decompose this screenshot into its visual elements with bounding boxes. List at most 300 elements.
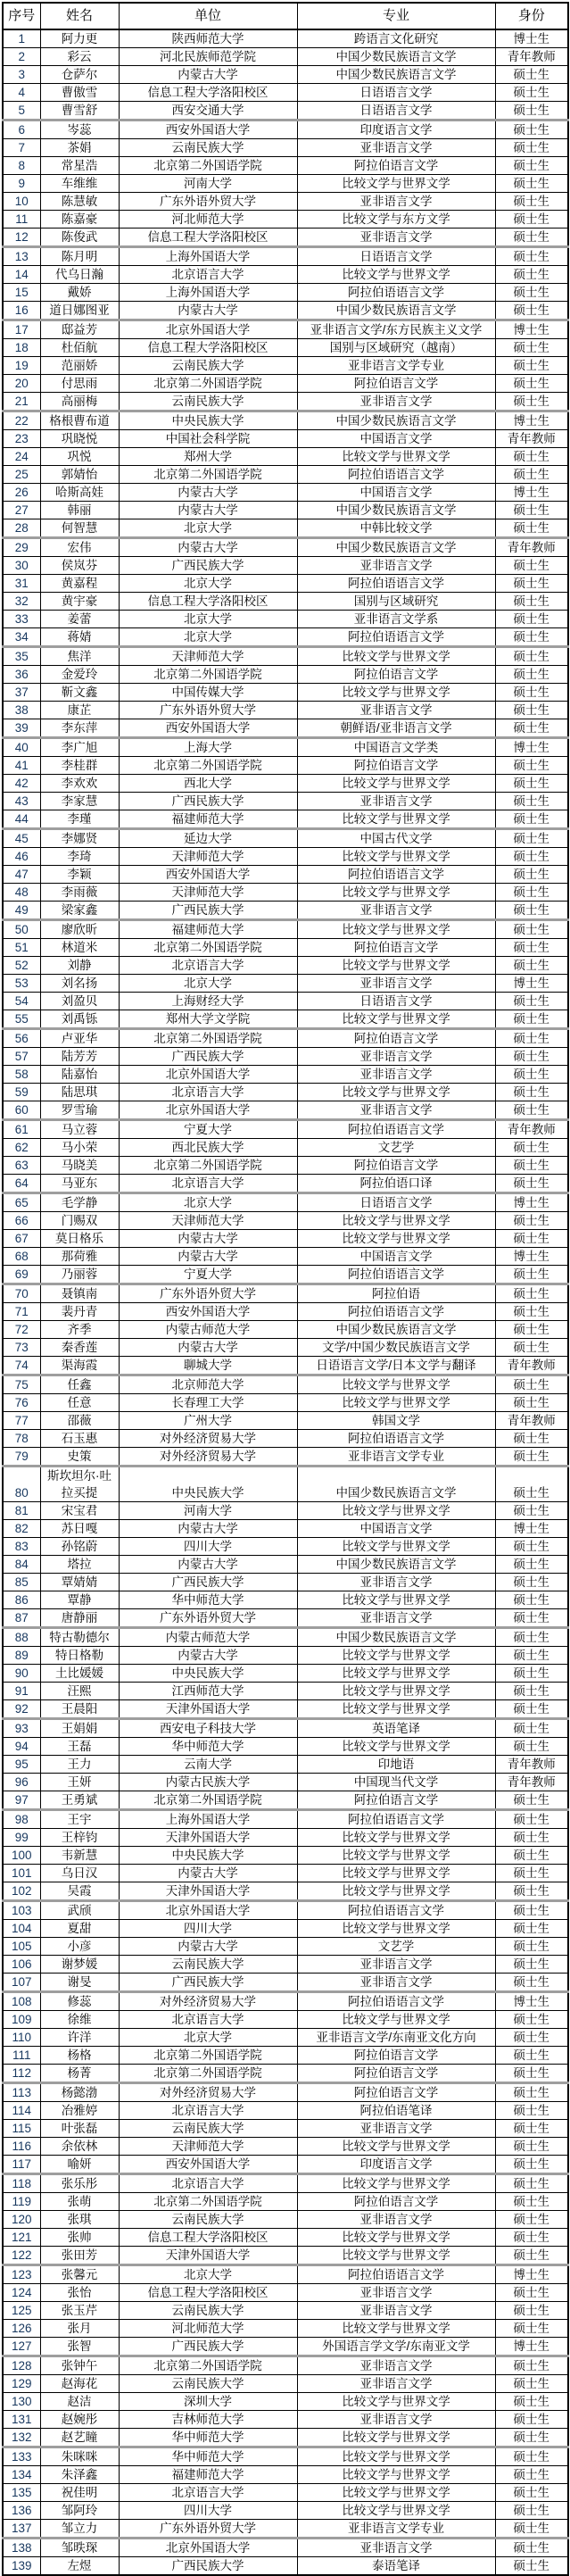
identity-cell: 硕士生	[495, 757, 568, 775]
unit-cell: 北京大学	[119, 628, 297, 647]
table-row	[3, 2047, 568, 2065]
name-cell: 朱泽鑫	[40, 2466, 119, 2484]
major-cell: 亚非语言文学	[297, 702, 495, 719]
identity-cell: 硕士生	[495, 466, 568, 484]
unit-cell: 中央民族大学	[119, 1847, 297, 1865]
table-row	[3, 1339, 568, 1357]
row-number-cell: 58	[3, 1066, 40, 1084]
row-number-cell: 67	[3, 1230, 40, 1248]
row-number-cell: 111	[3, 2047, 40, 2065]
table-row	[3, 247, 568, 266]
table-row	[3, 1394, 568, 1412]
name-cell: 张智	[40, 2338, 119, 2356]
row-number-cell: 72	[3, 1321, 40, 1339]
name-cell: 李雨薇	[40, 884, 119, 902]
row-number-cell: 5	[3, 102, 40, 120]
identity-cell: 硕士生	[495, 1467, 568, 1502]
row-number-cell: 50	[3, 920, 40, 939]
unit-cell: 深圳大学	[119, 2393, 297, 2411]
major-cell: 亚非语言文学	[297, 2375, 495, 2393]
identity-cell: 硕士生	[495, 1609, 568, 1628]
unit-cell: 广西民族大学	[119, 557, 297, 575]
table-row	[3, 411, 568, 430]
table-row	[3, 1084, 568, 1101]
name-cell: 李家慧	[40, 793, 119, 810]
name-cell: 覃静	[40, 1591, 119, 1609]
table-row	[3, 1956, 568, 1974]
unit-cell: 宁夏大学	[119, 1266, 297, 1284]
name-cell: 邵薇	[40, 1412, 119, 1430]
name-cell: 武颀	[40, 1901, 119, 1920]
row-number-cell: 49	[3, 902, 40, 920]
major-cell: 中国少数民族语言文学	[297, 1556, 495, 1574]
table-row	[3, 1974, 568, 1992]
major-cell: 比较文学与世界文学	[297, 1847, 495, 1865]
table-row	[3, 1266, 568, 1284]
identity-cell: 硕士生	[495, 1591, 568, 1609]
identity-cell: 硕士生	[495, 2011, 568, 2029]
name-cell: 张月	[40, 2320, 119, 2338]
table-row	[3, 66, 568, 84]
name-cell: 刘盈贝	[40, 993, 119, 1010]
table-row	[3, 48, 568, 66]
name-cell: 邹阿玲	[40, 2502, 119, 2520]
row-number-cell: 76	[3, 1394, 40, 1412]
table-row	[3, 1538, 568, 1556]
identity-cell: 硕士生	[495, 939, 568, 957]
identity-cell: 硕士生	[495, 1938, 568, 1956]
table-row	[3, 1048, 568, 1066]
row-number-cell: 18	[3, 339, 40, 357]
row-number-cell: 126	[3, 2320, 40, 2338]
identity-cell: 硕士生	[495, 2447, 568, 2466]
identity-cell: 硕士生	[495, 247, 568, 266]
unit-cell: 北京第二外国语学院	[119, 2356, 297, 2375]
unit-cell: 陕西师范大学	[119, 29, 297, 48]
unit-cell: 天津师范大学	[119, 2138, 297, 2156]
table-row	[3, 357, 568, 375]
table-row	[3, 2484, 568, 2502]
name-cell: 王晨阳	[40, 1700, 119, 1719]
row-number-cell: 26	[3, 484, 40, 502]
major-cell: 比较文学与世界文学	[297, 775, 495, 793]
name-cell: 康芷	[40, 702, 119, 719]
identity-cell: 硕士生	[495, 1920, 568, 1938]
major-cell: 比较文学与世界文学	[297, 1738, 495, 1756]
name-cell: 特古勒德尔	[40, 1628, 119, 1647]
name-cell: 张怡	[40, 2284, 119, 2302]
major-cell: 阿拉伯语语言文学	[297, 284, 495, 302]
major-cell: 阿拉伯语言文学	[297, 757, 495, 775]
row-number-cell: 113	[3, 2083, 40, 2102]
major-cell: 亚非语言文学专业	[297, 357, 495, 375]
identity-cell: 硕士生	[495, 157, 568, 175]
major-cell: 亚非语言文学	[297, 1974, 495, 1992]
row-number-cell: 74	[3, 1357, 40, 1375]
name-cell: 王梓钧	[40, 1829, 119, 1847]
name-cell: 乌日汉	[40, 1865, 119, 1882]
identity-cell: 硕士生	[495, 2029, 568, 2047]
identity-cell: 硕士生	[495, 1683, 568, 1700]
row-number-cell: 107	[3, 1974, 40, 1992]
table-row	[3, 1865, 568, 1882]
major-cell: 比较文学与世界文学	[297, 810, 495, 829]
unit-cell: 北京第二外国语学院	[119, 939, 297, 957]
unit-cell: 内蒙古大学	[119, 484, 297, 502]
major-cell: 韩国文学	[297, 1412, 495, 1430]
unit-cell: 广西民族大学	[119, 1974, 297, 1992]
unit-cell: 北京第二外国语学院	[119, 2193, 297, 2211]
unit-cell: 北京外国语大学	[119, 320, 297, 339]
unit-cell: 内蒙古大学	[119, 502, 297, 519]
unit-cell: 吉林师范大学	[119, 2411, 297, 2429]
unit-cell: 广西民族大学	[119, 2338, 297, 2356]
major-cell: 亚非语言文学	[297, 2356, 495, 2375]
unit-cell: 对外经济贸易大学	[119, 1448, 297, 1467]
row-number-cell: 62	[3, 1139, 40, 1157]
identity-cell: 硕士生	[495, 229, 568, 247]
identity-cell: 硕士生	[495, 1430, 568, 1448]
row-number-cell: 93	[3, 1719, 40, 1738]
identity-cell: 硕士生	[495, 1266, 568, 1284]
major-cell: 中国少数民族语言文学	[297, 1467, 495, 1502]
major-cell: 比较文学与世界文学	[297, 2138, 495, 2156]
row-number-cell: 120	[3, 2211, 40, 2229]
table-row	[3, 557, 568, 575]
row-number-cell: 39	[3, 719, 40, 738]
identity-cell: 硕士生	[495, 848, 568, 866]
major-cell: 亚非语言文学	[297, 1956, 495, 1974]
name-cell: 李东萍	[40, 719, 119, 738]
major-cell: 阿拉伯语语言文学	[297, 466, 495, 484]
row-number-cell: 36	[3, 666, 40, 684]
row-number-cell: 10	[3, 193, 40, 211]
identity-cell: 硕士生	[495, 1303, 568, 1321]
row-number-cell: 73	[3, 1339, 40, 1357]
row-number-cell: 40	[3, 738, 40, 757]
row-number-cell: 131	[3, 2411, 40, 2429]
table-row	[3, 884, 568, 902]
major-cell: 跨语言文化研究	[297, 29, 495, 48]
unit-cell: 河北师范大学	[119, 211, 297, 229]
major-cell: 阿拉伯语语言文学	[297, 1901, 495, 1920]
name-cell: 王宇	[40, 1810, 119, 1829]
row-number-cell: 114	[3, 2102, 40, 2120]
unit-cell: 北京语言大学	[119, 957, 297, 975]
unit-cell: 北京语言大学	[119, 266, 297, 284]
row-number-cell: 84	[3, 1556, 40, 1574]
table-row	[3, 229, 568, 247]
unit-cell: 信息工程大学洛阳校区	[119, 84, 297, 102]
major-cell: 比较文学与世界文学	[297, 1591, 495, 1609]
identity-cell: 硕士生	[495, 1339, 568, 1357]
identity-cell: 博士生	[495, 2338, 568, 2356]
name-cell: 史策	[40, 1448, 119, 1467]
major-cell: 比较文学与世界文学	[297, 266, 495, 284]
unit-cell: 内蒙古大学	[119, 1339, 297, 1357]
identity-cell: 硕士生	[495, 2466, 568, 2484]
major-cell: 阿拉伯语言文学	[297, 157, 495, 175]
unit-cell: 聊城大学	[119, 1357, 297, 1375]
name-cell: 张帅	[40, 2229, 119, 2247]
unit-cell: 云南民族大学	[119, 139, 297, 157]
identity-cell: 博士生	[495, 975, 568, 993]
unit-cell: 对外经济贸易大学	[119, 1992, 297, 2011]
unit-cell: 内蒙古大学	[119, 66, 297, 84]
table-row	[3, 2393, 568, 2411]
major-cell: 阿拉伯语语言文学	[297, 1266, 495, 1284]
table-row	[3, 1010, 568, 1029]
identity-cell: 硕士生	[495, 1230, 568, 1248]
row-number-cell: 42	[3, 775, 40, 793]
unit-cell: 云南民族大学	[119, 393, 297, 411]
table-row	[3, 2102, 568, 2120]
major-cell: 亚非语言文学	[297, 393, 495, 411]
unit-cell: 内蒙古民族大学	[119, 1774, 297, 1791]
major-cell: 阿拉伯语语言文学	[297, 1430, 495, 1448]
unit-cell: 天津外国语大学	[119, 2247, 297, 2265]
identity-cell: 硕士生	[495, 1974, 568, 1992]
row-number-cell: 20	[3, 375, 40, 393]
unit-cell: 北京语言大学	[119, 2011, 297, 2029]
row-number-cell: 56	[3, 1029, 40, 1048]
major-cell: 亚非语言文学/东南亚文化方向	[297, 2029, 495, 2047]
name-cell: 道日娜图亚	[40, 302, 119, 320]
name-cell: 冶雅婷	[40, 2102, 119, 2120]
row-number-cell: 33	[3, 611, 40, 628]
identity-cell: 硕士生	[495, 1956, 568, 1974]
identity-cell: 硕士生	[495, 1901, 568, 1920]
identity-cell: 博士生	[495, 411, 568, 430]
unit-cell: 西北大学	[119, 775, 297, 793]
identity-cell: 硕士生	[495, 2138, 568, 2156]
table-row	[3, 1248, 568, 1266]
identity-cell: 硕士生	[495, 1284, 568, 1303]
table-row	[3, 102, 568, 120]
table-row	[3, 575, 568, 593]
unit-cell: 云南民族大学	[119, 2375, 297, 2393]
major-cell: 比较文学与世界文学	[297, 920, 495, 939]
row-number-cell: 86	[3, 1591, 40, 1609]
identity-cell: 硕士生	[495, 2156, 568, 2174]
row-number-cell: 15	[3, 284, 40, 302]
name-cell: 李娜贤	[40, 829, 119, 848]
unit-cell: 广东外语外贸大学	[119, 2520, 297, 2539]
name-cell: 马晓美	[40, 1157, 119, 1175]
name-cell: 刘名扬	[40, 975, 119, 993]
name-cell: 塔拉	[40, 1556, 119, 1574]
major-cell: 阿拉伯语语言文学	[297, 628, 495, 647]
table-row	[3, 2302, 568, 2320]
unit-cell: 内蒙古师范大学	[119, 1628, 297, 1647]
table-row	[3, 2265, 568, 2284]
major-cell: 日语语言文学	[297, 993, 495, 1010]
major-cell: 比较文学与世界文学	[297, 1230, 495, 1248]
name-cell: 秦香莲	[40, 1339, 119, 1357]
name-cell: 邹昳琛	[40, 2539, 119, 2557]
row-number-cell: 115	[3, 2120, 40, 2138]
identity-cell: 博士生	[495, 1248, 568, 1266]
row-number-cell: 102	[3, 1882, 40, 1901]
name-cell: 赵婉彤	[40, 2411, 119, 2429]
name-cell: 高丽梅	[40, 393, 119, 411]
unit-cell: 广东外语外贸大学	[119, 1609, 297, 1628]
table-row	[3, 738, 568, 757]
row-number-cell: 16	[3, 302, 40, 320]
major-cell: 阿拉伯语语言文学	[297, 1992, 495, 2011]
major-cell: 中国语言文学	[297, 1248, 495, 1266]
major-cell: 印地语	[297, 1756, 495, 1774]
identity-cell: 硕士生	[495, 920, 568, 939]
name-cell: 莫日格乐	[40, 1230, 119, 1248]
table-row	[3, 157, 568, 175]
major-cell: 日语语言文学	[297, 247, 495, 266]
row-number-cell: 13	[3, 247, 40, 266]
major-cell: 比较文学与世界文学	[297, 175, 495, 193]
row-number-cell: 132	[3, 2429, 40, 2447]
row-number-cell: 1	[3, 29, 40, 48]
row-number-cell: 134	[3, 2466, 40, 2484]
identity-cell: 硕士生	[495, 557, 568, 575]
identity-cell: 硕士生	[495, 1502, 568, 1520]
major-cell: 中国语言文学类	[297, 738, 495, 757]
row-number-cell: 41	[3, 757, 40, 775]
unit-cell: 北京第二外国语学院	[119, 466, 297, 484]
name-cell: 马小荣	[40, 1139, 119, 1157]
row-number-cell: 37	[3, 684, 40, 702]
identity-cell: 硕士生	[495, 2120, 568, 2138]
row-number-cell: 7	[3, 139, 40, 157]
identity-cell: 青年教师	[495, 430, 568, 448]
table-row	[3, 2502, 568, 2520]
table-row	[3, 1175, 568, 1193]
unit-cell: 上海财经大学	[119, 993, 297, 1010]
name-cell: 罗雪瑜	[40, 1101, 119, 1120]
table-row	[3, 920, 568, 939]
row-number-cell: 53	[3, 975, 40, 993]
table-row	[3, 810, 568, 829]
major-cell: 亚非语言文学	[297, 2302, 495, 2320]
row-number-cell: 97	[3, 1791, 40, 1810]
major-cell: 日语语言文学	[297, 102, 495, 120]
row-number-cell: 108	[3, 1992, 40, 2011]
table-row	[3, 1665, 568, 1683]
unit-cell: 天津外国语大学	[119, 1882, 297, 1901]
identity-cell: 硕士生	[495, 448, 568, 466]
table-row	[3, 466, 568, 484]
table-row	[3, 2029, 568, 2047]
identity-cell: 博士生	[495, 1992, 568, 2011]
name-cell: 岑蕊	[40, 120, 119, 139]
identity-cell: 硕士生	[495, 1139, 568, 1157]
unit-cell: 内蒙古大学	[119, 538, 297, 557]
major-cell: 阿拉伯语言文学	[297, 2193, 495, 2211]
major-cell: 亚非语言文学	[297, 1066, 495, 1084]
unit-cell: 华中师范大学	[119, 1738, 297, 1756]
major-cell: 比较文学与世界文学	[297, 1920, 495, 1938]
table-row	[3, 502, 568, 519]
name-cell: 王娟娟	[40, 1719, 119, 1738]
identity-cell: 硕士生	[495, 84, 568, 102]
identity-cell: 硕士生	[495, 1810, 568, 1829]
major-cell: 日语语言文学/日本文学与翻译	[297, 1357, 495, 1375]
name-cell: 邸益芳	[40, 320, 119, 339]
major-cell: 比较文学与世界文学	[297, 2320, 495, 2338]
name-cell: 王磊	[40, 1738, 119, 1756]
name-cell: 杜佰航	[40, 339, 119, 357]
unit-cell: 广西民族大学	[119, 1048, 297, 1066]
unit-cell: 河南大学	[119, 175, 297, 193]
identity-cell: 硕士生	[495, 2375, 568, 2393]
table-row	[3, 593, 568, 611]
name-cell: 徐维	[40, 2011, 119, 2029]
row-number-cell: 80	[3, 1467, 40, 1502]
unit-cell: 北京大学	[119, 975, 297, 993]
name-cell: 吴霞	[40, 1882, 119, 1901]
row-number-cell: 78	[3, 1430, 40, 1448]
table-row	[3, 2375, 568, 2393]
identity-cell: 硕士生	[495, 810, 568, 829]
unit-cell: 华中师范大学	[119, 2429, 297, 2447]
table-row	[3, 2539, 568, 2557]
name-cell: 余依林	[40, 2138, 119, 2156]
name-cell: 土比媛媛	[40, 1665, 119, 1683]
major-cell: 亚非语言文学	[297, 229, 495, 247]
table-row	[3, 1430, 568, 1448]
major-cell: 比较文学与东方文学	[297, 211, 495, 229]
row-number-cell: 48	[3, 884, 40, 902]
unit-cell: 内蒙古大学	[119, 302, 297, 320]
table-row	[3, 430, 568, 448]
table-row	[3, 1628, 568, 1647]
identity-cell: 博士生	[495, 1193, 568, 1212]
major-cell: 比较文学与世界文学	[297, 2447, 495, 2466]
major-cell: 文学/中国少数民族语言文学	[297, 1339, 495, 1357]
row-number-cell: 95	[3, 1756, 40, 1774]
major-cell: 亚非语言文学	[297, 1101, 495, 1120]
major-cell: 中国少数民族语言文学	[297, 1321, 495, 1339]
row-number-cell: 30	[3, 557, 40, 575]
row-number-cell: 6	[3, 120, 40, 139]
unit-cell: 广东外语外贸大学	[119, 193, 297, 211]
identity-cell: 硕士生	[495, 266, 568, 284]
unit-cell: 中央民族大学	[119, 411, 297, 430]
table-row	[3, 120, 568, 139]
row-number-cell: 138	[3, 2539, 40, 2557]
major-cell: 亚非语言文学	[297, 2211, 495, 2229]
row-number-cell: 24	[3, 448, 40, 466]
row-number-cell: 137	[3, 2520, 40, 2539]
major-cell: 比较文学与世界文学	[297, 2229, 495, 2247]
unit-cell: 内蒙古大学	[119, 1647, 297, 1665]
major-cell: 比较文学与世界文学	[297, 2429, 495, 2447]
table-row	[3, 1157, 568, 1175]
name-cell: 哈斯高娃	[40, 484, 119, 502]
unit-cell: 北京语言大学	[119, 2484, 297, 2502]
name-cell: 巩悦	[40, 448, 119, 466]
unit-cell: 内蒙古大学	[119, 1556, 297, 1574]
major-cell: 中国少数民族语言文学	[297, 502, 495, 519]
identity-cell: 硕士生	[495, 902, 568, 920]
major-cell: 比较文学与世界文学	[297, 1502, 495, 1520]
unit-cell: 天津师范大学	[119, 884, 297, 902]
identity-cell: 硕士生	[495, 2320, 568, 2338]
major-cell: 阿拉伯语言文学	[297, 2047, 495, 2065]
name-cell: 马立蓉	[40, 1120, 119, 1139]
identity-cell: 青年教师	[495, 1120, 568, 1139]
row-number-cell: 90	[3, 1665, 40, 1683]
identity-cell: 硕士生	[495, 593, 568, 611]
